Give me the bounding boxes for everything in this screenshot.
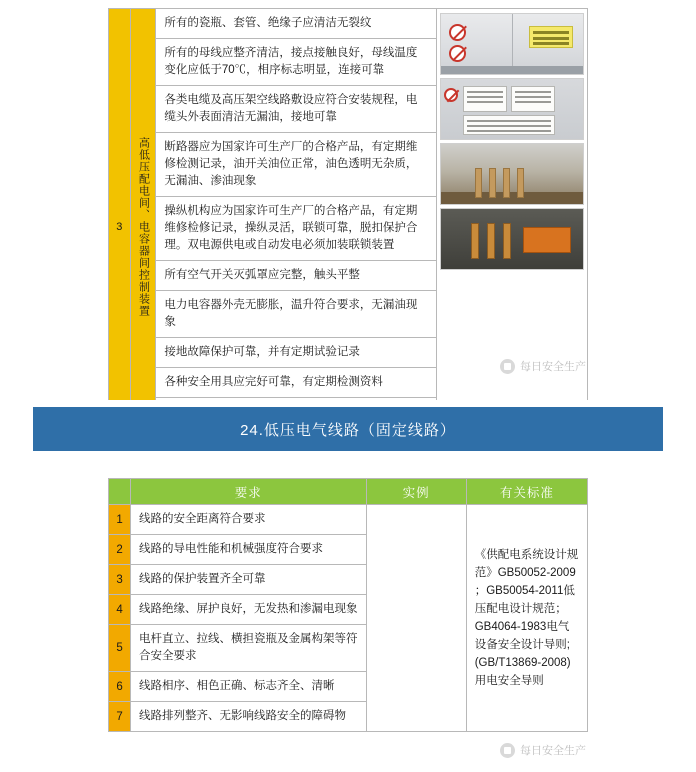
- cabinet-door-split: [512, 14, 513, 74]
- no-fire-sign-icon: [449, 45, 466, 62]
- row-index: 5: [109, 625, 131, 672]
- requirement-row: 所有的母线应整齐清洁，接点接触良好，母线温度变化应低于70℃，相序标志明显，连接可靠: [156, 39, 436, 86]
- requirement-row: 电力电容器外壳无膨胀，温升符合要求，无漏油现象: [156, 291, 436, 338]
- requirement-row: 断路器应为国家许可生产厂的合格产品，有定期维修检测记录，油开关油位正常，油色透明无杂质，无漏油、渗油现象: [156, 133, 436, 197]
- copper-busbar-photo: [440, 208, 584, 270]
- example-cell: [366, 505, 466, 732]
- row-index: 2: [109, 535, 131, 565]
- header-example: 实例: [366, 479, 466, 505]
- busbar: [471, 223, 479, 259]
- warning-label-icon: [529, 26, 573, 48]
- transformer-body: [523, 227, 571, 253]
- requirement-row: 接地故障保护可靠，并有定期试验记录: [156, 338, 436, 368]
- category-label: 高低压配电间、电容器间控制装置: [137, 136, 150, 317]
- watermark: [500, 742, 586, 758]
- requirement-row: 所有空气开关灭弧罩应完整，触头平整: [156, 261, 436, 291]
- example-photos-column: [437, 9, 587, 444]
- row-requirement: 线路的导电性能和机械强度符合要求: [131, 535, 366, 565]
- table-row: [109, 505, 588, 535]
- low-voltage-line-table: [108, 478, 588, 732]
- busbar: [503, 223, 511, 259]
- watermark: [500, 358, 586, 374]
- bench-post: [517, 168, 524, 198]
- prohibition-sign-icon: [444, 88, 458, 102]
- standard-cell: 《供配电系统设计规范》GB50052-2009 ；GB50054-2011低压配电设计规范；GB4064-1983电气设备安全设计导则;(GB/T13869-2008)用电安全导则: [466, 505, 587, 732]
- row-requirement: 线路绝缘、屏护良好，无发热和渗漏电现象: [131, 595, 366, 625]
- watermark-text: 每日安全生产: [520, 745, 586, 757]
- wechat-logo-icon: [500, 743, 515, 758]
- diagram-sheet: [463, 115, 555, 135]
- header-requirement: 要求: [131, 479, 366, 505]
- row-number-cell: 3: [109, 9, 131, 444]
- requirement-row: 各类电缆及高压架空线路敷设应符合安装规程，电缆头外表面清洁无漏油，接地可靠: [156, 86, 436, 133]
- row-index: 1: [109, 505, 131, 535]
- wechat-logo-icon: [500, 359, 515, 374]
- category-cell: [131, 9, 157, 444]
- diagram-sheet: [511, 86, 555, 112]
- table-header-row: [109, 479, 588, 505]
- busbar: [487, 223, 495, 259]
- requirement-row: 操纵机构应为国家许可生产厂的合格产品，有定期维修检修记录，操纵灵活，联锁可靠，脱扣保护合理。双电源供电或自动发电必须加装联锁装置: [156, 197, 436, 261]
- wooden-bench-photo: [440, 143, 584, 205]
- row-index: 7: [109, 702, 131, 732]
- requirement-row: 所有的瓷瓶、套管、绝缘子应清洁无裂纹: [156, 9, 436, 39]
- electrical-cabinet-photo: [440, 13, 584, 75]
- watermark-text: 每日安全生产: [520, 361, 586, 373]
- row-index: 4: [109, 595, 131, 625]
- control-panel-photo: [440, 78, 584, 140]
- bench-post: [475, 168, 482, 198]
- section-title: 24.低压电气线路（固定线路）: [240, 421, 456, 439]
- row-index: 3: [109, 565, 131, 595]
- requirements-column: [156, 9, 437, 444]
- section-banner-wrap: [0, 400, 696, 458]
- diagram-sheet: [463, 86, 507, 112]
- header-standard: 有关标准: [466, 479, 587, 505]
- requirement-row: 各种安全用具应完好可靠，有定期检测资料: [156, 368, 436, 398]
- no-smoking-sign-icon: [449, 24, 466, 41]
- row-index: 6: [109, 672, 131, 702]
- header-blank: [109, 479, 131, 505]
- row-requirement: 电杆直立、拉线、横担瓷瓶及金属构架等符合安全要求: [131, 625, 366, 672]
- row-requirement: 线路相序、相色正确、标志齐全、清晰: [131, 672, 366, 702]
- row-requirement: 线路的保护装置齐全可靠: [131, 565, 366, 595]
- bench-post: [489, 168, 496, 198]
- bench-floor: [441, 192, 583, 204]
- bench-post: [503, 168, 510, 198]
- row-requirement: 线路排列整齐、无影响线路安全的障碍物: [131, 702, 366, 732]
- cabinet-base: [441, 66, 583, 74]
- row-requirement: 线路的安全距离符合要求: [131, 505, 366, 535]
- section-banner: [22, 407, 674, 451]
- top-requirements-table: [108, 8, 588, 445]
